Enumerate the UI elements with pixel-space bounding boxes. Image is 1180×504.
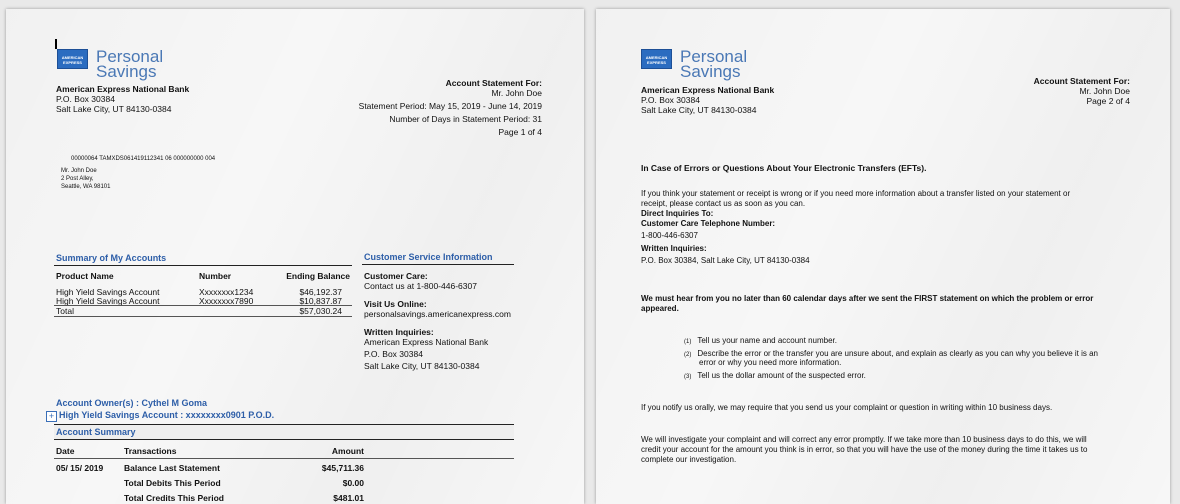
statement-header: Account Statement For: Mr. John Doe Statement Period: May 15, 2019 - June 14, 2019 Number of Days in Statement Period: 31 Page 1 of 4: [358, 78, 542, 137]
statement-page-2: [596, 9, 1170, 504]
summary-total-label: Total: [56, 306, 74, 316]
deadline-notice: We must hear from you no later than 60 calendar days after we sent the FIRST statement on which the problem or error appeared.: [641, 294, 1094, 313]
statement-page-1: AMERICAN EXPRESS Personal Savings American Express National Bank P.O. Box 30384 Salt Lake City, UT 84130-0384 Account Statement For: Mr. John Doe Statement Period: May 15, 2019 - June 14, 2019 Number of Days in Statement Period: 31 Page 1 of 4 00000064 TAMXDS061419112341 06 000000000 004 Mr. John Doe 2 Post Alley, Seattle, WA 98101 Summary of My Accounts Product Name Number Ending Balance High Yield Savings Account Xxxxxxxx1234 $46,192.37 High Yield Savings Account Xxxxxxxx7890 $10,837.87 Total $57,030.24 Customer Service Information Customer Care: Contact us at 1-800-446-6307 Visit Us Online: personalsavings.americanexpress.com Written Inquiries: American Express National Bank P.O. Box 30384 Salt Lake City, UT 84130-0384 Account Owner(s) : Cythel M Goma + High Yield Savings Account : xxxxxxxx0901 P.O.D. Account Summary Date Transactions Amount 05/ 15/ 2019 Balance Last Statement $45,711.36 Total Debits This Period $0.00 Total Credits This Period $481.01: [6, 9, 584, 504]
service-info: Customer Care: Contact us at 1-800-446-6307 Visit Us Online: personalsavings.americanexpress.com Written Inquiries: American Express National Bank P.O. Box 30384 Salt Lake City, UT 84130-0384: [364, 271, 511, 371]
mail-code: 00000064 TAMXDS061419112341 06 000000000 004: [71, 156, 216, 162]
summary-total-value: $57,030.24: [299, 306, 342, 316]
amex-logo: [57, 49, 163, 79]
oral-notice: If you notify us orally, we may require that you send us your complaint or question in writing within 10 business days.: [641, 403, 1053, 412]
amex-card-icon: AMERICAN EXPRESS: [641, 49, 672, 69]
list-item: (3) Tell us the dollar amount of the suspected error.: [684, 371, 866, 380]
bank-address: American Express National Bank P.O. Box 30384 Salt Lake City, UT 84130-0384: [641, 85, 775, 115]
bank-address: American Express National Bank P.O. Box 30384 Salt Lake City, UT 84130-0384: [56, 84, 190, 114]
list-item: (1) Tell us your name and account number.: [684, 336, 837, 345]
brand-line1: Personal: [96, 47, 164, 66]
account-summary-title: Account Summary: [56, 427, 136, 437]
list-item-continuation: error or why you need more information.: [699, 358, 842, 367]
text-cursor: [55, 39, 57, 49]
statement-header: Account Statement For: Mr. John Doe Page 2 of 4: [1033, 76, 1130, 106]
list-item: (2) Describe the error or the transfer you are unsure about, and explain as clearly as you can why you believe it is an: [684, 349, 1099, 358]
service-title: Customer Service Information: [364, 252, 493, 262]
brand-line2: Savings: [96, 62, 157, 81]
amex-card-icon: AMERICAN EXPRESS: [57, 49, 88, 69]
amex-logo: AMERICAN EXPRESS Personal Savings: [641, 49, 747, 79]
account-line: High Yield Savings Account : xxxxxxxx0901 P.O.D.: [59, 410, 275, 420]
account-owner: Account Owner(s) : Cythel M Goma: [56, 398, 208, 408]
mailing-address: Mr. John Doe 2 Post Alley, Seattle, WA 98101: [61, 168, 111, 190]
expand-icon[interactable]: +: [46, 411, 57, 422]
efts-contact: If you think your statement or receipt is wrong or if you need more information about a transfer listed on your statement or receipt, please contact us as soon as you can. Direct Inquiries To: Customer Care Telephone Number: 1-800-446-6307 Written Inquiries: P.O. Box 30384, Salt Lake City, UT 84130-0384: [641, 189, 1071, 265]
investigation-notice: We will investigate your complaint and will correct any error promptly. If we take more than 10 business days to do this, we will credit your account for the amount you think is in error, so that you will have the use of the money during the time it takes us to complete our investigation.: [641, 435, 1088, 464]
summary-title: Summary of My Accounts: [56, 253, 167, 263]
efts-heading: In Case of Errors or Questions About Your Electronic Transfers (EFTs).: [641, 163, 927, 173]
